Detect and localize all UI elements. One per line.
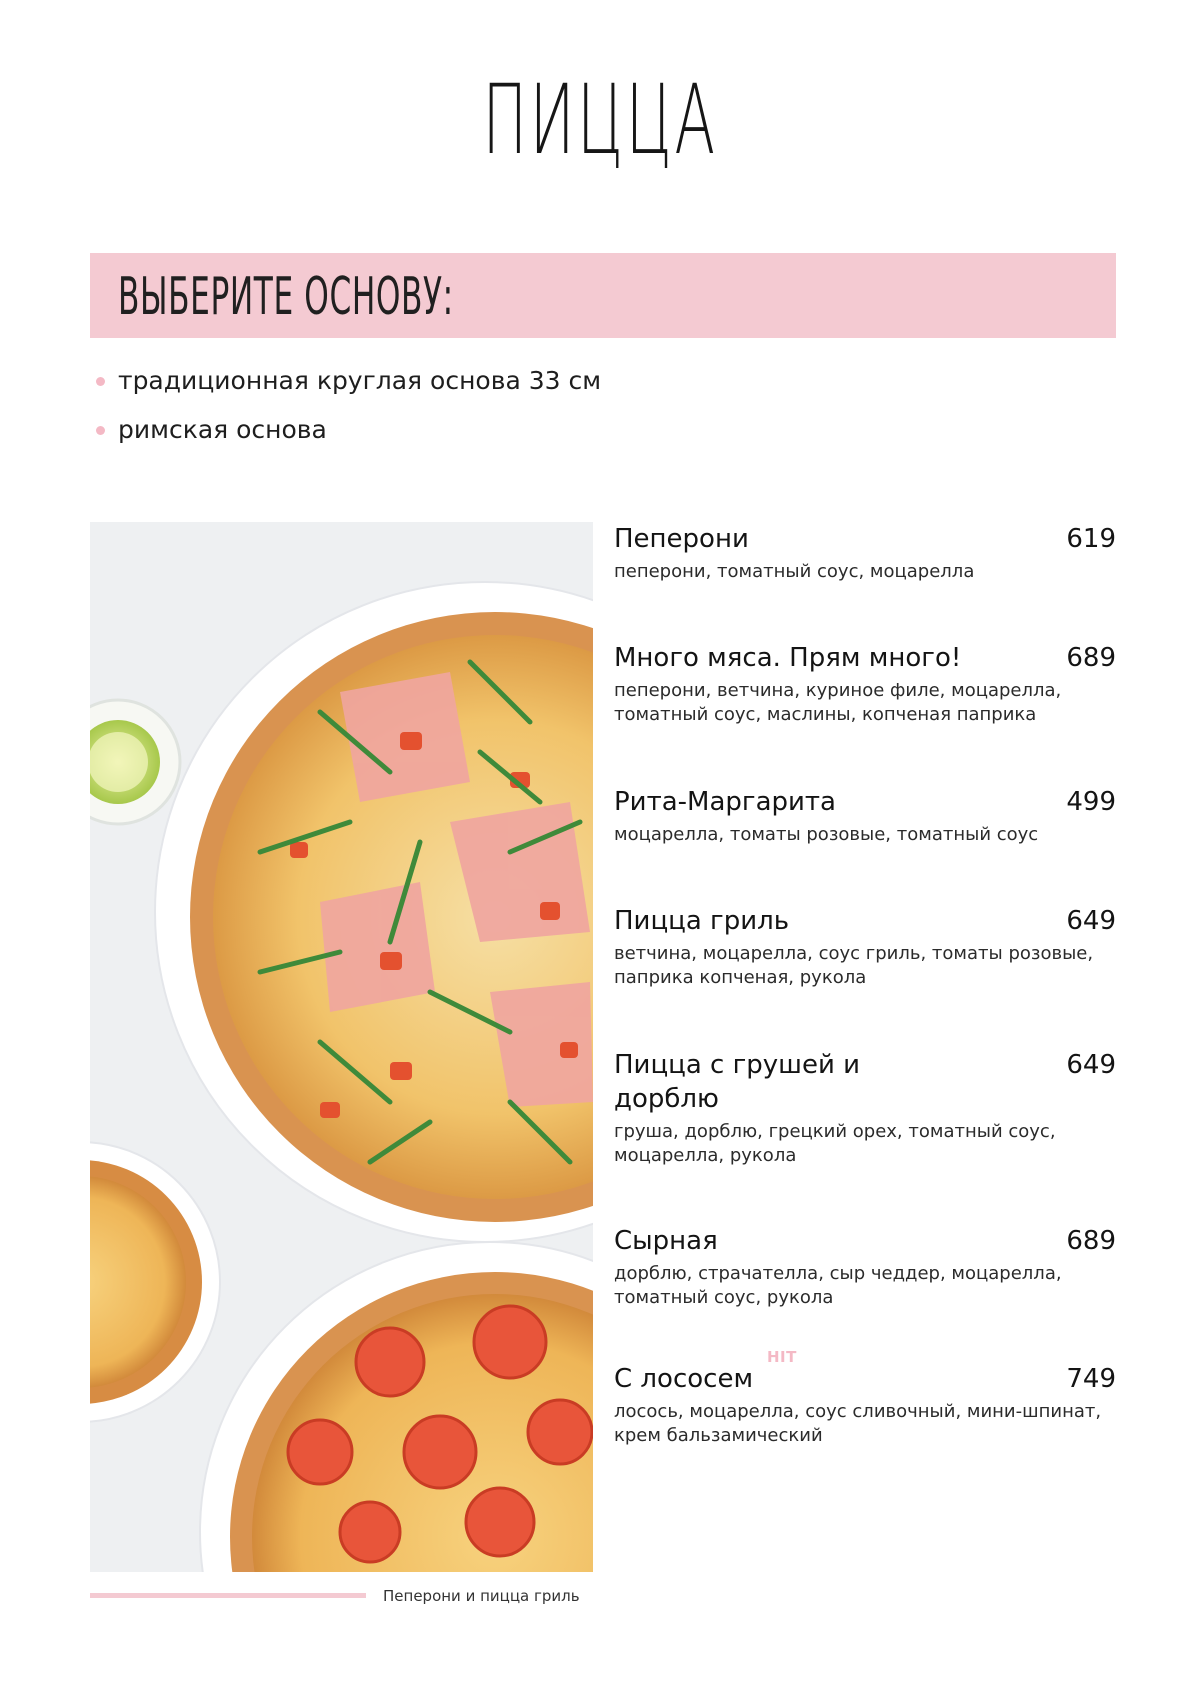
bullet-icon — [96, 426, 105, 435]
bullet-icon — [96, 377, 105, 386]
item-name: Пицца с грушей и дорблю — [614, 1050, 860, 1114]
item-name: Пицца гриль — [614, 906, 790, 936]
menu-item — [614, 904, 1116, 990]
hit-badge: HIT — [767, 1348, 797, 1366]
item-name: С лососем — [614, 1364, 754, 1394]
item-description: ветчина, моцарелла, соус гриль, томаты розовые, паприка копченая, рукола — [614, 943, 1094, 988]
pizza-photo — [90, 522, 593, 1572]
base-heading: ВЫБЕРИТЕ ОСНОВУ: — [118, 267, 454, 327]
item-description: груша, дорблю, грецкий орех, томатный соус, моцарелла, рукола — [614, 1121, 1056, 1166]
item-price: 689 — [1066, 1226, 1116, 1256]
menu-item — [614, 1048, 1116, 1168]
base-option-label: традиционная круглая основа 33 см — [118, 366, 602, 395]
item-description: лосось, моцарелла, соус сливочный, мини-шпинат, крем бальзамический — [614, 1401, 1102, 1446]
base-options-list — [96, 365, 601, 463]
menu-item — [614, 785, 1116, 847]
base-heading-band — [90, 253, 1116, 338]
item-description: пеперони, томатный соус, моцарелла — [614, 561, 975, 582]
photo-caption: Пеперони и пицца гриль — [383, 1587, 580, 1605]
menu-item — [614, 1224, 1116, 1310]
item-price: 649 — [1066, 906, 1116, 936]
item-name: Сырная — [614, 1226, 718, 1256]
item-price: 649 — [1066, 1050, 1116, 1080]
caption-accent-bar — [90, 1593, 366, 1598]
menu-item — [614, 1348, 1116, 1448]
menu-item — [614, 641, 1116, 727]
item-price: 689 — [1066, 643, 1116, 673]
pizza-photo-illustration — [90, 522, 593, 1572]
item-price: 619 — [1066, 524, 1116, 554]
item-name: Пеперони — [614, 524, 749, 554]
item-name: Много мяса. Прям много! — [614, 643, 962, 673]
item-description: дорблю, страчателла, сыр чеддер, моцарелла, томатный соус, рукола — [614, 1263, 1062, 1308]
base-option — [96, 414, 601, 463]
item-price: 499 — [1066, 787, 1116, 817]
menu-item — [614, 522, 1116, 584]
item-price: 749 — [1066, 1364, 1116, 1394]
item-description: пеперони, ветчина, куриное филе, моцарелла, томатный соус, маслины, копченая паприка — [614, 680, 1062, 725]
base-option-label: римская основа — [118, 415, 327, 444]
item-description: моцарелла, томаты розовые, томатный соус — [614, 824, 1039, 845]
base-option — [96, 365, 601, 414]
page-title: ПИЦЦА — [482, 64, 718, 176]
item-name: Рита-Маргарита — [614, 787, 836, 817]
